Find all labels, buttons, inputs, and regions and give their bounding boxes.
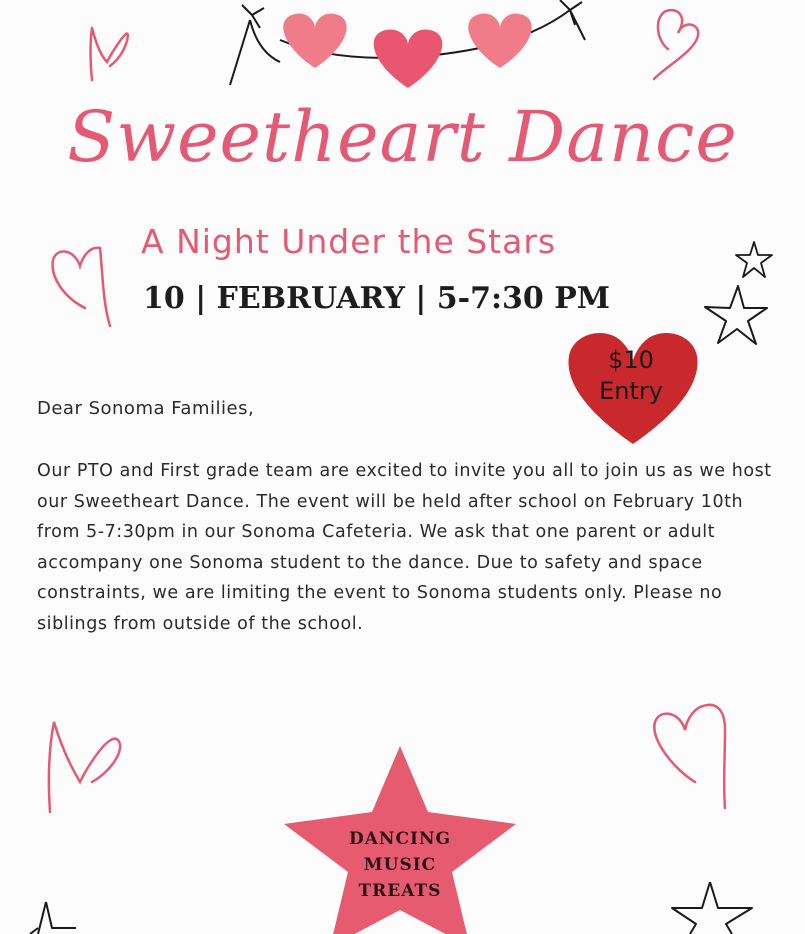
greeting: Dear Sonoma Families,: [37, 398, 255, 419]
sketch-heart-icon: [648, 5, 706, 83]
subtitle: A Night Under the Stars: [141, 222, 557, 261]
sketch-heart-icon: [645, 700, 735, 812]
outline-star-icon: [668, 878, 756, 934]
invitation-body: Our PTO and First grade team are excited to invite you all to join us as we host our Sweetheart Dance. The event will be held after school on February 10th from 5-7:30pm in our Sonoma Cafeteria. We ask that one parent or adult accompany one Sonoma student to the dance. Due to safety and space constraints, we are limiting the event to Sonoma students only. Please no siblings from outside of the school.: [37, 461, 772, 634]
outline-star-icon: [734, 240, 774, 280]
sketch-heart-icon: [82, 22, 132, 84]
outline-star-icon: [702, 283, 770, 348]
highlight-dancing: DANCING: [348, 829, 451, 849]
sketch-heart-icon: [45, 238, 120, 330]
price-label: Entry: [599, 377, 663, 406]
highlight-treats: TREATS: [358, 881, 442, 901]
sketch-heart-icon: [40, 712, 128, 817]
page-title: Sweetheart Dance: [67, 96, 738, 178]
highlights-list: [320, 826, 480, 904]
heart-garland-icon: [220, 0, 600, 95]
price-badge: [572, 345, 690, 407]
highlight-music: MUSIC: [363, 855, 437, 875]
event-date-line: 10 | FEBRUARY | 5-7:30 PM: [143, 281, 610, 316]
outline-star-icon: [28, 898, 78, 934]
price-amount: $10: [608, 346, 654, 374]
